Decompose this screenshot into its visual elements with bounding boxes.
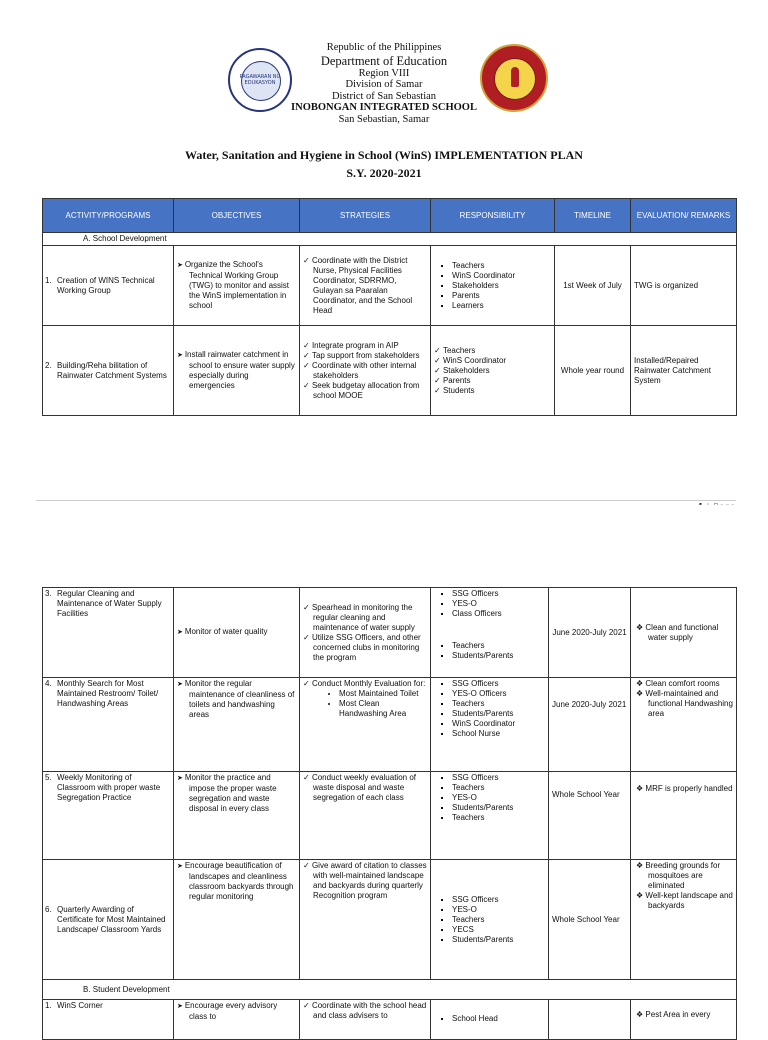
responsibility-item: ▪ YES-O <box>452 793 545 803</box>
objective-item: ➤ Monitor the practice and impose the proper waste segregation and waste disposal in every class <box>189 773 296 814</box>
row-number: 2. <box>45 360 52 370</box>
responsibility-cell <box>431 588 549 678</box>
responsibility-cell <box>431 860 549 980</box>
section-label: B. Student Development <box>43 980 737 1000</box>
responsibility-item: ▪ YES-O <box>452 599 545 609</box>
header-region: Region VIII <box>358 67 410 79</box>
strategy-sub-item: • Most Clean Handwashing Area <box>339 699 427 719</box>
responsibility-item: ✓ Stakeholders <box>444 366 551 376</box>
deped-seal-text: PAGAWARAN NG EDUKASYON <box>239 74 281 86</box>
strategy-item: ✓ Spearhead in monitoring the regular cleaning and maintenance of water supply <box>313 603 427 633</box>
school-year: S.Y. 2020-2021 <box>346 166 422 180</box>
strategy-item: ✓ Seek budgetay allocation from school MOOE <box>313 381 427 401</box>
timeline-cell: Whole School Year <box>549 860 631 980</box>
objectives-cell <box>174 1000 300 1040</box>
row-number: 1. <box>45 1001 52 1010</box>
header-objectives: OBJECTIVES <box>174 199 300 233</box>
section-row-student-development <box>43 980 737 1000</box>
timeline-cell: June 2020-July 2021 <box>549 588 631 678</box>
responsibility-item: ▪ Teachers <box>452 915 545 925</box>
timeline-cell: Whole year round <box>555 326 631 416</box>
objective-item: ➤ Monitor the regular maintenance of cleanliness of toilets and handwashing areas <box>189 679 296 720</box>
strategies-cell <box>300 1000 431 1040</box>
responsibility-item: ▪ Teachers <box>452 813 545 823</box>
responsibility-item: ▪ WinS Coordinator <box>452 719 545 729</box>
strategy-item: ✓ Conduct Monthly Evaluation for: <box>313 679 427 689</box>
strategies-cell <box>300 326 431 416</box>
objectives-cell <box>174 326 300 416</box>
page-gap <box>0 505 768 585</box>
table-row <box>43 678 737 772</box>
responsibility-cell <box>431 246 555 326</box>
plan-table-page-1 <box>42 198 737 416</box>
header-strategies: STRATEGIES <box>300 199 431 233</box>
evaluation-item: ❖ Clean and functional water supply <box>648 623 733 643</box>
timeline-cell: 1st Week of July <box>555 246 631 326</box>
objectives-cell <box>174 588 300 678</box>
row-number: 4. <box>45 679 52 688</box>
document-title: Water, Sanitation and Hygiene in School (WinS) IMPLEMENTATION PLAN <box>185 148 583 162</box>
header-address: San Sebastian, Samar <box>338 113 430 125</box>
document-page-1 <box>0 0 768 505</box>
responsibility-item: ▪ School Nurse <box>452 729 545 739</box>
objective-item: ➤ Encourage every advisory class to <box>189 1001 296 1022</box>
responsibility-item: ✓ Students <box>444 386 551 396</box>
table-row <box>43 326 737 416</box>
responsibility-item: ▪ Students/Parents <box>452 709 545 719</box>
strategies-cell <box>300 860 431 980</box>
evaluation-cell <box>631 1000 737 1040</box>
responsibility-item: ▪ Students/Parents <box>452 935 545 945</box>
objective-item: ➤ Monitor of water quality <box>189 627 296 638</box>
responsibility-cell <box>431 772 549 860</box>
responsibility-item: ✓ Teachers <box>444 346 551 356</box>
activity-text: WinS Corner <box>57 1001 103 1010</box>
responsibility-item: ▪ WinS Coordinator <box>452 271 551 281</box>
timeline-cell: June 2020-July 2021 <box>549 678 631 772</box>
activity-text: Regular Cleaning and Maintenance of Water Supply Facilities <box>57 589 162 618</box>
activity-text: Building/Reha bilitation of Rainwater Catchment Systems <box>57 360 167 380</box>
page-divider <box>36 500 736 501</box>
responsibility-item: ▪ School Head <box>452 1014 545 1024</box>
responsibility-cell <box>431 1000 549 1040</box>
strategy-sub-item: • Most Maintained Toilet <box>339 689 427 699</box>
responsibility-item: ▪ Parents <box>452 291 551 301</box>
header-activity: ACTIVITY/PROGRAMS <box>43 199 174 233</box>
strategies-cell <box>300 772 431 860</box>
responsibility-item: ▪ Teachers <box>452 699 545 709</box>
responsibility-item: ▪ SSG Officers <box>452 773 545 783</box>
header-district: District of San Sebastian <box>331 90 437 102</box>
evaluation-item: ❖ Breeding grounds for mosquitoes are eliminated <box>648 861 733 891</box>
row-number: 6. <box>45 904 52 914</box>
header-republic: Republic of the Philippines <box>326 42 442 53</box>
activity-text: Creation of WINS Technical Working Group <box>57 275 155 295</box>
evaluation-cell: TWG is organized <box>631 246 737 326</box>
activity-cell <box>43 326 174 416</box>
responsibility-item: ▪ Stakeholders <box>452 281 551 291</box>
strategies-cell <box>300 678 431 772</box>
responsibility-item: ▪ Students/Parents <box>452 651 545 661</box>
strategy-item: ✓ Give award of citation to classes with well-maintained landscape and backyards during quarterly Recognition program <box>313 861 427 901</box>
timeline-cell <box>549 1000 631 1040</box>
responsibility-item: ▪ Teachers <box>452 261 551 271</box>
strategy-item: ✓ Coordinate with other internal stakeholders <box>313 361 427 381</box>
responsibility-item: ▪ Learners <box>452 301 551 311</box>
responsibility-item: ▪ SSG Officers <box>452 895 545 905</box>
section-label: A. School Development <box>43 233 737 246</box>
header-timeline: TIMELINE <box>555 199 631 233</box>
responsibility-cell <box>431 326 555 416</box>
strategy-item: ✓ Coordinate with the District Nurse, Physical Facilities Coordinator, SDRRMO, Gulayan sa Paaralan Coordinator, and the School Head <box>313 256 427 316</box>
activity-cell <box>43 246 174 326</box>
evaluation-cell <box>631 772 737 860</box>
table-row <box>43 588 737 678</box>
letterhead <box>0 42 768 125</box>
header-department: Department of Education <box>320 53 448 68</box>
evaluation-item: ❖ Clean comfort rooms <box>648 679 733 689</box>
header-division: Division of Samar <box>345 79 423 90</box>
responsibility-item: ▪ SSG Officers <box>452 679 545 689</box>
responsibility-item: ▪ Class Officers <box>452 609 545 619</box>
timeline-cell: Whole School Year <box>549 772 631 860</box>
evaluation-item: ❖ Well-kept landscape and backyards <box>648 891 733 911</box>
activity-cell <box>43 860 174 980</box>
responsibility-item: ▪ Students/Parents <box>452 803 545 813</box>
responsibility-item: ▪ Teachers <box>452 641 545 651</box>
table-row <box>43 772 737 860</box>
evaluation-item: ❖ Pest Area in every <box>648 1010 733 1020</box>
strategies-cell <box>300 588 431 678</box>
responsibility-cell <box>431 678 549 772</box>
evaluation-cell <box>631 678 737 772</box>
activity-cell <box>43 588 174 678</box>
activity-cell <box>43 1000 174 1040</box>
plan-table-page-2 <box>42 587 737 1040</box>
responsibility-item: ▪ Teachers <box>452 783 545 793</box>
evaluation-cell: Installed/Repaired Rainwater Catchment System <box>631 326 737 416</box>
activity-cell <box>43 772 174 860</box>
evaluation-cell <box>631 588 737 678</box>
table-header-row <box>43 199 737 233</box>
objective-item: ➤ Encourage beautification of landscapes and cleanliness classroom backyards through regular monitoring <box>189 861 296 902</box>
header-responsibility: RESPONSIBILITY <box>431 199 555 233</box>
row-number: 1. <box>45 275 52 285</box>
row-number: 3. <box>45 589 52 598</box>
responsibility-item: ▪ YES-O <box>452 905 545 915</box>
responsibility-item: ✓ WinS Coordinator <box>444 356 551 366</box>
table-row <box>43 246 737 326</box>
responsibility-item: ▪ YES-O Officers <box>452 689 545 699</box>
row-number: 5. <box>45 773 52 782</box>
objective-item: ➤ Organize the School's Technical Working Group (TWG) to monitor and assist the WinS implementation in school <box>189 260 296 311</box>
activity-text: Monthly Search for Most Maintained Restroom/ Toilet/ Handwashing Areas <box>57 679 159 708</box>
strategy-item: ✓ Conduct weekly evaluation of waste disposal and waste segregation of each class <box>313 773 427 803</box>
header-school: INOBONGAN INTEGRATED SCHOOL <box>291 102 477 113</box>
responsibility-item: ✓ Parents <box>444 376 551 386</box>
strategy-item: ✓ Integrate program in AIP <box>313 341 427 351</box>
strategy-item: ✓ Coordinate with the school head and class advisers to <box>313 1001 427 1021</box>
header-evaluation: EVALUATION/ REMARKS <box>631 199 737 233</box>
responsibility-item: ▪ SSG Officers <box>452 589 545 599</box>
responsibility-item: ▪ YECS <box>452 925 545 935</box>
strategy-item: ✓ Utilize SSG Officers, and other concerned clubs in monitoring the program <box>313 633 427 663</box>
activity-text: Quarterly Awarding of Certificate for Most Maintained Landscape/ Classroom Yards <box>57 904 166 934</box>
activity-cell <box>43 678 174 772</box>
strategies-cell <box>300 246 431 326</box>
strategy-item: ✓ Tap support from stakeholders <box>313 351 427 361</box>
evaluation-item: ❖ MRF is properly handled <box>648 784 733 794</box>
objectives-cell <box>174 678 300 772</box>
evaluation-item: ❖ Well-maintained and functional Handwashing area <box>648 689 733 719</box>
objectives-cell <box>174 772 300 860</box>
table-row <box>43 1000 737 1040</box>
evaluation-cell <box>631 860 737 980</box>
objective-item: ➤ Install rainwater catchment in school to ensure water supply especially during emergencies <box>189 350 296 391</box>
table-row <box>43 860 737 980</box>
objectives-cell <box>174 860 300 980</box>
activity-text: Weekly Monitoring of Classroom with proper waste Segregation Practice <box>57 773 161 802</box>
objectives-cell <box>174 246 300 326</box>
section-row-school-development <box>43 233 737 246</box>
